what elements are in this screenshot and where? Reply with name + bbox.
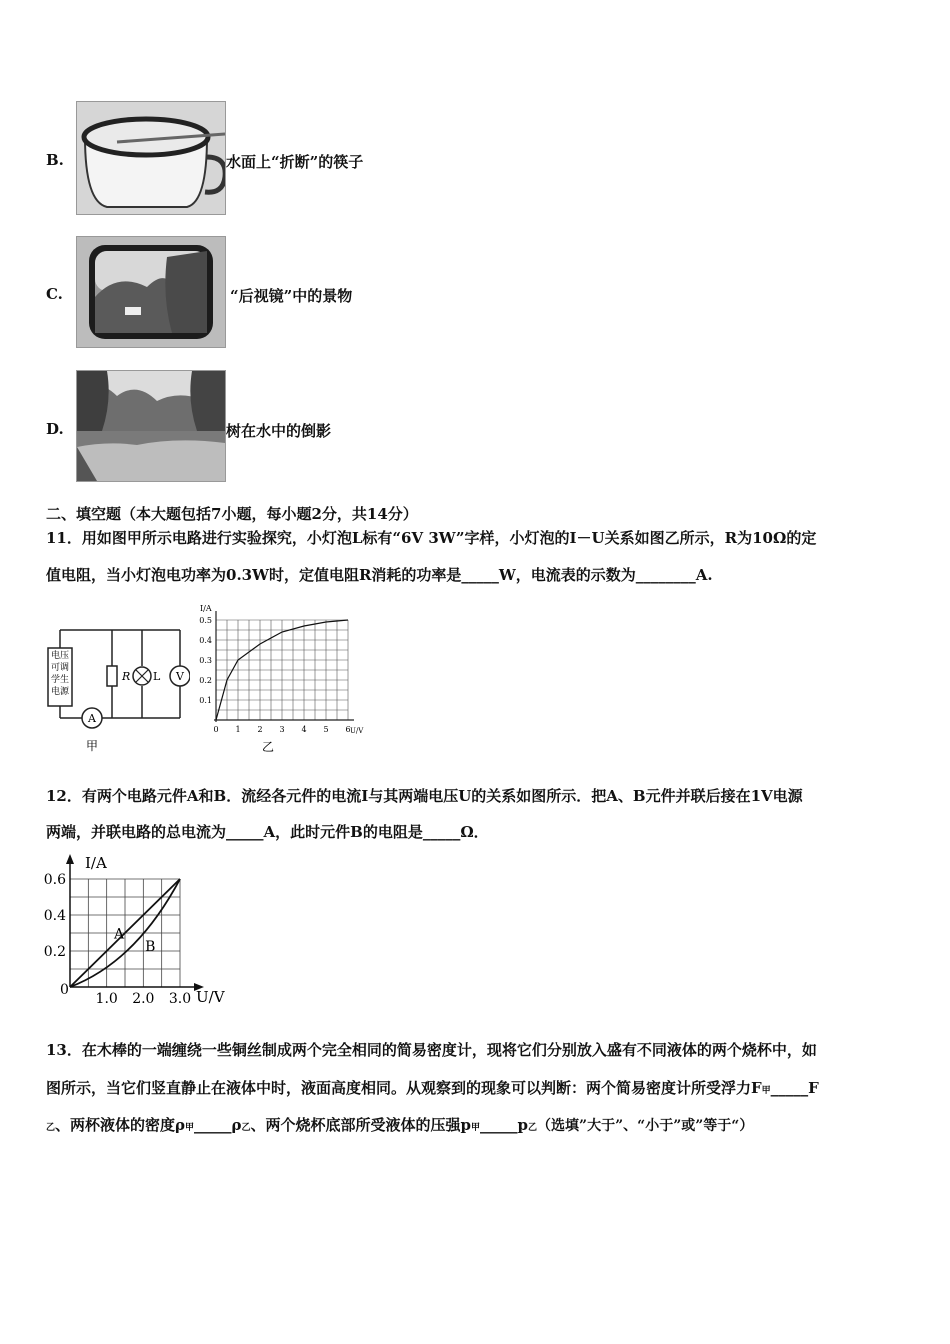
section-title: 二、填空题（本大题包括7小题，每小题2分，共14分）: [46, 505, 418, 523]
chart11-ytick: 0.3: [199, 656, 212, 665]
q13-sub2: 乙: [241, 1123, 251, 1133]
option-c-letter: C.: [46, 285, 63, 303]
q13-sub1: 甲: [185, 1123, 195, 1133]
chart11-ytick: 0.4: [199, 636, 212, 645]
q13-line3-a: 、两杯液体的密度ρ: [55, 1116, 185, 1134]
source-label-4: 电源: [50, 687, 70, 697]
chart12-xtick: 2.0: [132, 991, 155, 1007]
resistor-label: R: [122, 670, 131, 683]
source-label-3: 学生: [50, 675, 70, 685]
lake-icon: [77, 371, 225, 481]
q13-sub3: 甲: [471, 1123, 481, 1133]
option-b-letter: B.: [46, 151, 64, 169]
q11-line2: 值电阻，当小灯泡电功率为0.3W时，定值电阻R消耗的功率是_____W，电流表的示数为________A.: [46, 566, 713, 584]
chart12-origin: 0: [60, 982, 69, 998]
q11-iu-chart: [192, 603, 372, 753]
chart12-label-a: A: [114, 926, 125, 943]
q13-line3-d: _____p: [480, 1116, 529, 1134]
circuit-caption: 甲: [85, 739, 99, 753]
chart11-xtick: 2: [257, 725, 263, 734]
q12-iu-chart: [40, 850, 240, 1010]
q13-line3: [46, 1107, 753, 1146]
option-c-text: “后视镜”中的景物: [230, 287, 353, 305]
chart11-ytick: 0.1: [199, 696, 212, 705]
cup-icon: [77, 102, 225, 214]
chart11-xtick: 5: [323, 725, 329, 734]
q13-line3-b: _____ρ: [194, 1116, 242, 1134]
q13-line2-text: 图所示，当它们竖直静止在液体中时，液面高度相同。从观察到的现象可以判断：两个简易密度计所受浮力F: [46, 1079, 762, 1097]
voltmeter-label: V: [176, 670, 184, 683]
q13-line2: [46, 1070, 819, 1109]
chart12-label-b: B: [145, 939, 156, 955]
cup-chopsticks-photo: [76, 101, 226, 215]
q13-line3-e: （选填”大于”、“小于”或”等于“）: [537, 1118, 754, 1134]
chart11-ytick: 0.5: [199, 616, 212, 625]
chart12-xlabel: U/V: [196, 988, 225, 1006]
lake-reflection-photo: [76, 370, 226, 482]
chart12-ytick: 0.2: [43, 944, 66, 960]
chart12-xtick: 1.0: [95, 991, 118, 1007]
chart12-y-arrow: [66, 854, 74, 864]
option-b-text: 水面上“折断”的筷子: [226, 153, 364, 171]
chart12-xtick: 3.0: [168, 991, 192, 1007]
option-d-text: 树在水中的倒影: [226, 422, 332, 440]
q12-line2: 两端，并联电路的总电流为_____A，此时元件B的电阻是_____Ω．: [46, 823, 489, 841]
option-d-letter: D.: [46, 420, 64, 438]
q13-line2-end: _____F: [770, 1079, 819, 1097]
chart12-ytick: 0.4: [43, 908, 66, 924]
lamp-label: L: [153, 670, 161, 683]
chart11-xlabel: U/V: [350, 727, 364, 735]
q13-line3-c: 、两个烧杯底部所受液体的压强p: [250, 1116, 472, 1134]
chart11-xtick: 4: [301, 725, 307, 734]
chart12-ylabel: I/A: [85, 854, 107, 872]
q12-line1: 12．有两个电路元件A和B．流经各元件的电流I与其两端电压U的关系如图所示．把A、B元件并联后接在1V电源: [46, 787, 803, 805]
chart11-ytick: 0.2: [199, 676, 212, 685]
chart11-xtick: 6: [345, 725, 351, 734]
resistor-icon: [107, 666, 117, 686]
q13-line1: 13．在木棒的一端缠绕一些铜丝制成两个完全相同的简易密度计，现将它们分别放入盛有不同液体的两个烧杯中，如: [46, 1041, 817, 1059]
ammeter-label: A: [88, 712, 96, 725]
chart11-xtick: 0: [213, 725, 219, 734]
q13-sub-start: 乙: [46, 1123, 56, 1133]
chart12-ytick: 0.6: [43, 872, 66, 888]
q13-sub4: 乙: [528, 1123, 538, 1133]
rear-mirror-photo: [76, 236, 226, 348]
mirror-icon: [77, 237, 225, 347]
source-label-2: 可调: [50, 663, 70, 673]
chart11-xtick: 3: [279, 725, 285, 734]
chart11-caption: 乙: [261, 740, 275, 753]
source-label-1: 电压: [50, 651, 70, 661]
q13-line2-sub: 甲: [761, 1086, 771, 1096]
chart11-xtick: 1: [235, 725, 241, 734]
q11-line1: 11．用如图甲所示电路进行实验探究，小灯泡L标有“6V 3W”字样，小灯泡的I－U关系如图乙所示，R为10Ω的定: [46, 529, 817, 547]
chart11-ylabel: I/A: [200, 604, 212, 613]
q11-circuit-diagram: [40, 620, 190, 760]
